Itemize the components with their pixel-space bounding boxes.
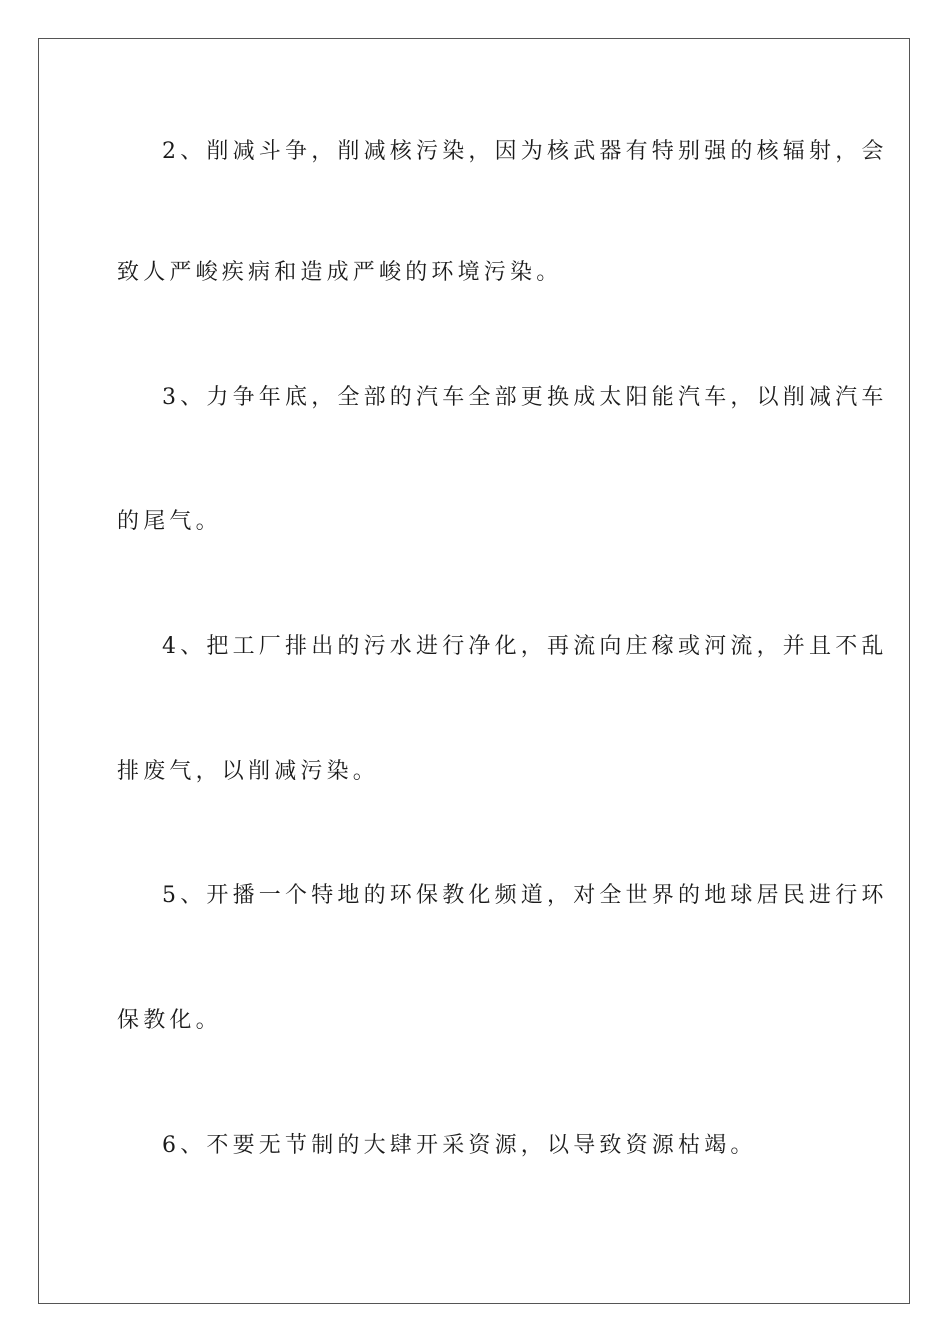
page-border bbox=[38, 38, 910, 1304]
paragraph-5-line-2: 保教化。 bbox=[117, 1008, 222, 1033]
paragraph-3-line-2: 的尾气。 bbox=[117, 509, 222, 534]
paragraph-2-line-1: 2、削减斗争，削减核污染，因为核武器有特别强的核辐射，会 bbox=[162, 139, 888, 164]
paragraph-5-line-1: 5、开播一个特地的环保教化频道，对全世界的地球居民进行环 bbox=[162, 883, 888, 908]
paragraph-4-line-1: 4、把工厂排出的污水进行净化，再流向庄稼或河流，并且不乱 bbox=[162, 634, 888, 659]
paragraph-4-line-2: 排废气，以削减污染。 bbox=[117, 759, 380, 784]
paragraph-3-line-1: 3、力争年底，全部的汽车全部更换成太阳能汽车，以削减汽车 bbox=[162, 385, 888, 410]
paragraph-2-line-2: 致人严峻疾病和造成严峻的环境污染。 bbox=[117, 260, 563, 285]
paragraph-6-line-1: 6、不要无节制的大肆开采资源，以导致资源枯竭。 bbox=[162, 1133, 757, 1158]
